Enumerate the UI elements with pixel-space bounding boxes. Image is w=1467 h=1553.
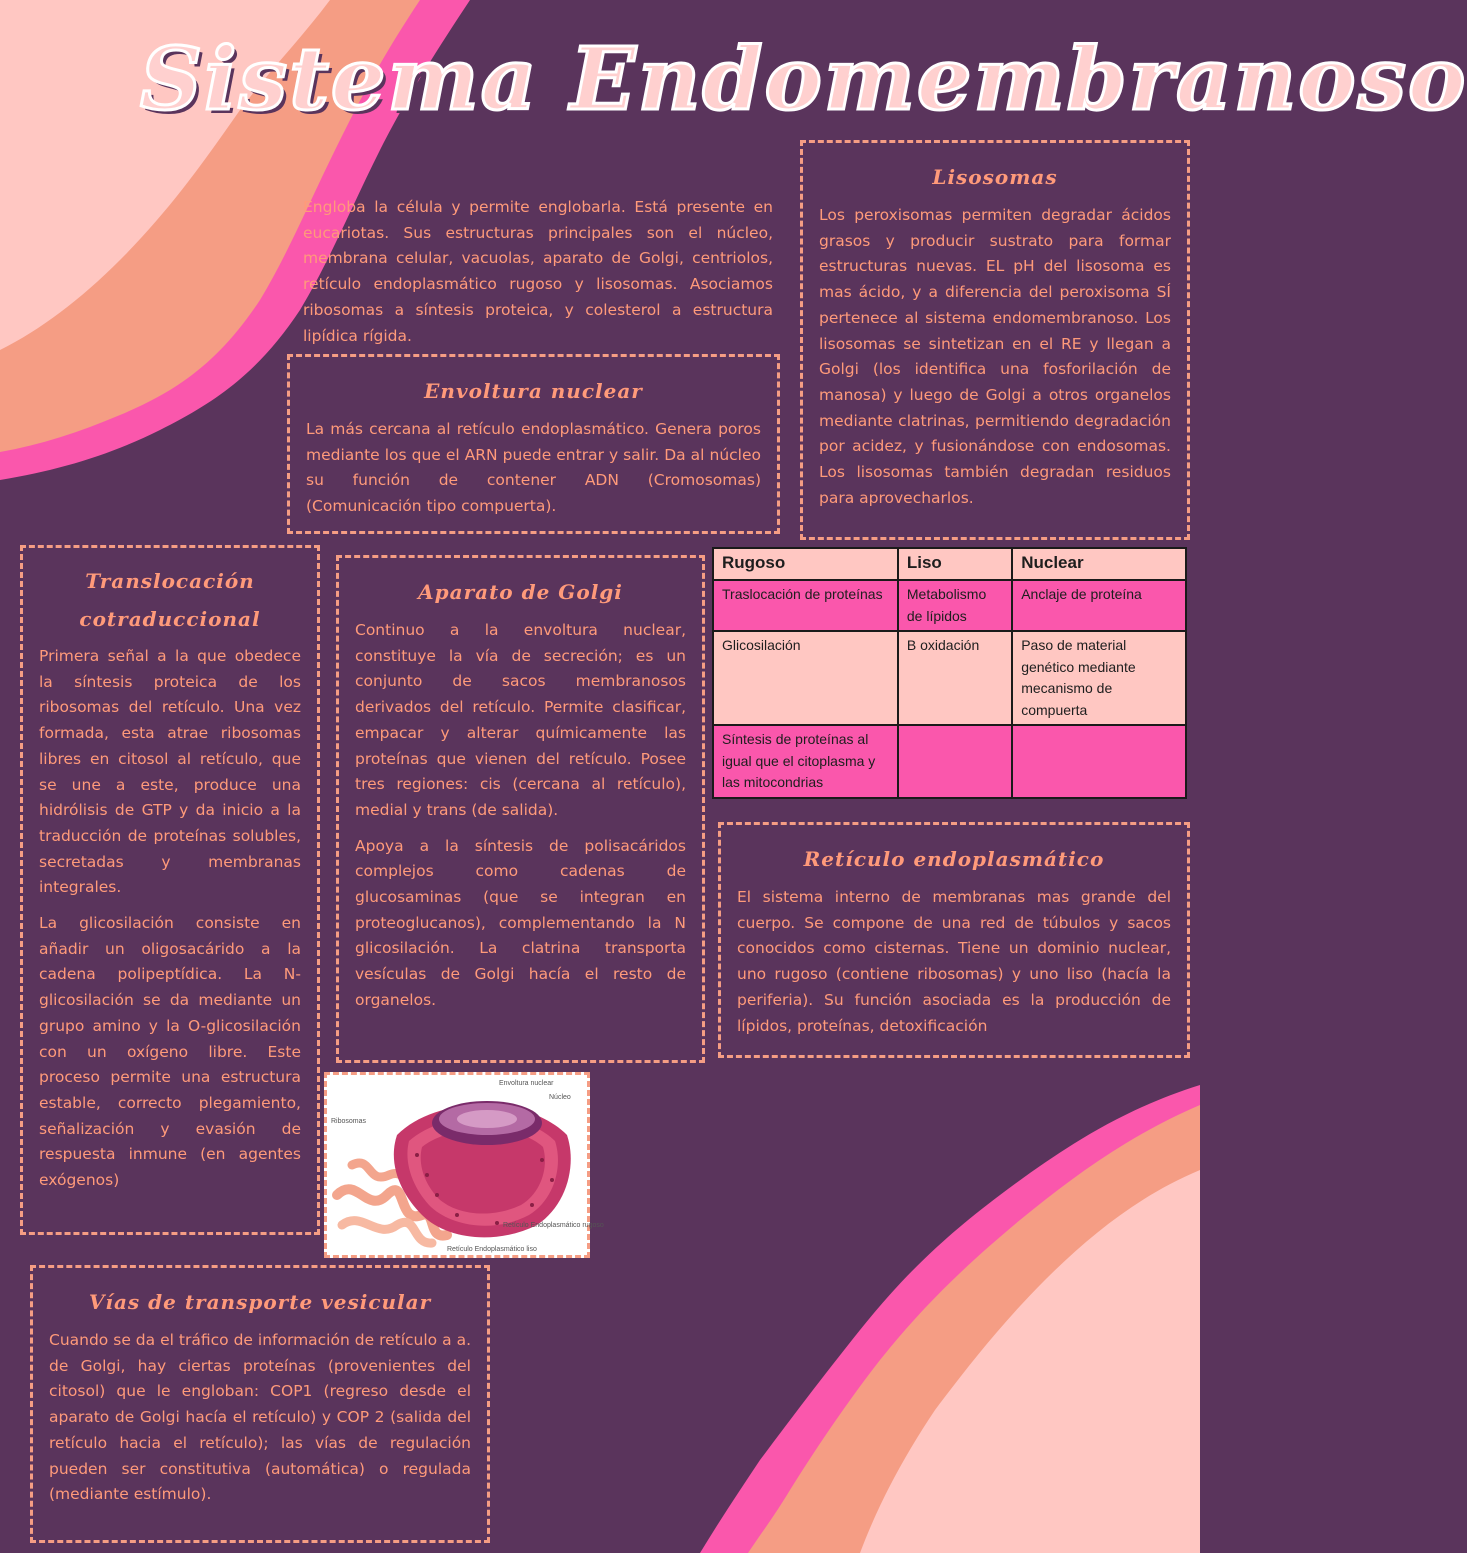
er-diagram [327,1075,604,1255]
golgi-box [336,555,705,1063]
envoltura-title: Envoltura nuclear [424,379,643,403]
table-cell: B oxidación [898,631,1012,725]
table-cell: Metabolismo de lípidos [898,580,1012,631]
reticulo-table [712,547,1187,799]
lisosomas-title: Lisosomas [932,165,1058,189]
label-envoltura: Envoltura nuclear [499,1080,554,1087]
page-title: Sistema Endomembranoso [140,29,1467,130]
table-row [713,580,1186,631]
translocacion-box [20,545,320,1235]
table-header-liso: Liso [898,548,1012,580]
intro-text: Engloba la célula y permite englobarla. Está presente en eucariotas. Sus estructuras principales son el núcleo, membrana celular, vacuolas, aparato de Golgi, centriolos, retículo endoplasmático rugoso y lisosomas. Asociamos ribosomas a síntesis proteica, y colesterol a estructura lipídica rígida. [303,198,773,345]
translocacion-p2: La glicosilación consiste en añadir un oligosacárido a la cadena polipeptídica. La N-glicosilación se da mediante un grupo amino y la O-glicosilación con un oxígeno libre. Este proceso permite una estructura estable, correcto plegamiento, señalización y evasión de respuesta inmune (en agentes exógenos) [39,914,301,1190]
golgi-p2: Apoya a la síntesis de polisacáridos complejos como cadenas de glucosaminas (que se integran en proteoglucanos), complementando la N glicosilación. La clatrina transporta vesículas de Golgi hacía el resto de organelos. [355,836,686,1009]
reticulo-box [718,822,1190,1058]
label-rer: Retículo Endoplasmático rugoso [503,1222,604,1229]
table-row [713,631,1186,725]
label-nucleo: Núcleo [549,1094,571,1101]
vias-text: Cuando se da el tráfico de información de retículo a a. de Golgi, hay ciertas proteínas (provenientes del citosol) que le engloban: COP1 (regreso desde el aparato de Golgi hacía el retículo) y COP 2 (salida del retículo hacia el retículo); las vías de regulación pueden ser constitutiva (automática) o regulada (mediante estímulo). [49,1331,471,1504]
translocacion-title-line1: Translocación [85,569,255,593]
translocacion-title [39,562,301,638]
table-header-nuclear: Nuclear [1012,548,1186,580]
envoltura-text: La más cercana al retículo endoplasmático. Genera poros mediante los que el ARN puede entrar y salir. Da al núcleo su función de contener ADN (Cromosomas) (Comunicación tipo compuerta). [306,420,761,516]
lisosomas-text: Los peroxisomas permiten degradar ácidos grasos y producir sustrato para formar estructuras nuevas. EL pH del lisosoma es mas ácido, y a diferencia del peroxisoma SÍ pertenece al sistema endomembranoso. Los lisosomas se sintetizan en el RE y llegan a Golgi (los identifica una fosforilación de manosa) y luego de Golgi a otros organelos mediante clatrinas, permitiendo degradación por acidez, y fusionándose con endosomas. Los lisosomas también degradan residuos para aprovecharlos. [819,206,1171,507]
label-ribosomas: Ribosomas [331,1118,367,1125]
reticulo-title: Retículo endoplasmático [803,847,1105,871]
table-header-rugoso: Rugoso [713,548,898,580]
translocacion-p1: Primera señal a la que obedece la síntesis proteica de los ribosomas del retículo. Una vez formada, esta atrae ribosomas libres en citosol al retículo, que se une a este, produce una hidrólisis de GTP y da inicio a la traducción de proteínas solubles, secretadas y membranas integrales. [39,647,301,897]
table-cell [898,725,1012,798]
vias-box [30,1265,490,1543]
table-row [713,725,1186,798]
envoltura-box [287,354,780,534]
table-cell: Paso de material genético mediante mecanismo de compuerta [1012,631,1186,725]
table-cell: Glicosilación [713,631,898,725]
vias-title: Vías de transporte vesicular [88,1290,432,1314]
label-ser: Retículo Endoplasmático liso [447,1246,537,1253]
reticulo-text: El sistema interno de membranas mas grande del cuerpo. Se compone de una red de túbulos y sacos conocidos como cisternas. Tiene un dominio nuclear, uno rugoso (contiene ribosomas) y uno liso (hacía la periferia). Su función asociada es la producción de lípidos, proteínas, detoxificación [737,888,1171,1035]
table-cell: Síntesis de proteínas al igual que el citoplasma y las mitocondrias [713,725,898,798]
translocacion-title-line2: cotraduccional [79,607,261,631]
table-header-row [713,548,1186,580]
table-cell: Anclaje de proteína [1012,580,1186,631]
lisosomas-box [800,140,1190,540]
golgi-p1: Continuo a la envoltura nuclear, constituye la vía de secreción; es un conjunto de sacos membranosos derivados del retículo. Permite clasificar, empacar y alterar químicamente las proteínas que vienen del retículo. Posee tres regiones: cis (cercana al retículo), medial y trans (de salida). [355,621,686,819]
table-cell: Traslocación de proteínas [713,580,898,631]
table-cell [1012,725,1186,798]
nucleus [432,1101,542,1145]
golgi-title: Aparato de Golgi [418,580,623,604]
reticulo-illustration [324,1072,604,1258]
